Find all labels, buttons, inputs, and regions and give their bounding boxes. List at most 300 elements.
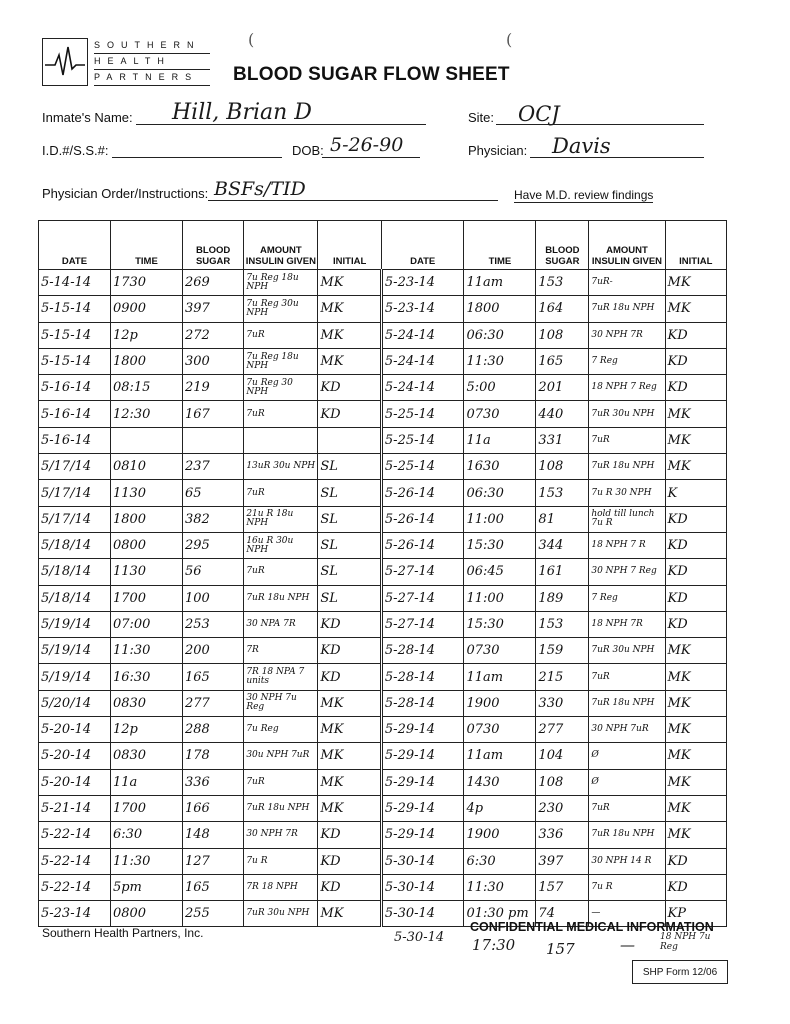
cell-initial-2: MK <box>665 822 726 848</box>
cell-initial-2: KD <box>665 322 726 348</box>
cell-initial: MK <box>318 795 382 821</box>
id-line <box>112 157 282 158</box>
confidential-label: CONFIDENTIAL MEDICAL INFORMATION <box>470 920 714 934</box>
cell-blood-sugar-2: 230 <box>536 795 589 821</box>
cell-date-2: 5-24-14 <box>381 322 464 348</box>
cell-date: 5-14-14 <box>39 270 111 296</box>
cell-date: 5-16-14 <box>39 427 111 453</box>
scan-mark: ( <box>248 30 255 49</box>
order-label: Physician Order/Instructions: <box>42 186 209 201</box>
cell-date: 5/19/14 <box>39 638 111 664</box>
cell-time: 12:30 <box>110 401 182 427</box>
table-row <box>39 874 727 900</box>
cell-insulin-2: 7uR 18u NPH <box>589 690 665 716</box>
cell-blood-sugar: 165 <box>182 874 243 900</box>
inmate-name-value: Hill, Brian D <box>172 100 312 125</box>
cell-insulin-2: 18 NPH 7 Reg <box>589 375 665 401</box>
table-body <box>39 270 727 927</box>
extra-entry-dash: — <box>620 936 635 954</box>
cell-date: 5-23-14 <box>39 901 111 927</box>
cell-time-2: 15:30 <box>464 611 536 637</box>
cell-insulin <box>244 427 318 453</box>
table-header-row <box>39 221 727 270</box>
cell-initial: MK <box>318 717 382 743</box>
cell-time-2: 11am <box>464 743 536 769</box>
cell-insulin: 7uR <box>244 559 318 585</box>
cell-date-2: 5-24-14 <box>381 375 464 401</box>
cell-time-2: 5:00 <box>464 375 536 401</box>
col-header-blood-sugar-2: BLOOD SUGAR <box>536 221 589 270</box>
cell-date: 5/18/14 <box>39 585 111 611</box>
cell-blood-sugar-2: 344 <box>536 532 589 558</box>
table-row <box>39 638 727 664</box>
cell-date: 5-20-14 <box>39 717 111 743</box>
footer-company: Southern Health Partners, Inc. <box>42 926 204 940</box>
cell-date-2: 5-24-14 <box>381 348 464 374</box>
cell-initial-2: KP <box>665 901 726 927</box>
col-header-date: DATE <box>39 221 111 270</box>
cell-time-2: 1800 <box>464 296 536 322</box>
table-row <box>39 401 727 427</box>
col-header-time: TIME <box>110 221 182 270</box>
blood-sugar-table <box>38 220 727 927</box>
cell-blood-sugar: 253 <box>182 611 243 637</box>
table-row <box>39 480 727 506</box>
cell-blood-sugar: 237 <box>182 454 243 480</box>
order-line <box>208 200 498 201</box>
cell-date: 5/20/14 <box>39 690 111 716</box>
cell-insulin: 7u Reg <box>244 717 318 743</box>
cell-time: 07:00 <box>110 611 182 637</box>
physician-value: Davis <box>552 134 611 158</box>
cell-initial: SL <box>318 454 382 480</box>
cell-date-2: 5-30-14 <box>381 874 464 900</box>
cell-insulin: 7u Reg 18u NPH <box>244 270 318 296</box>
cell-initial-2: MK <box>665 690 726 716</box>
cell-blood-sugar <box>182 427 243 453</box>
cell-time: 16:30 <box>110 664 182 690</box>
cell-date: 5-16-14 <box>39 401 111 427</box>
cell-date-2: 5-28-14 <box>381 690 464 716</box>
cell-insulin: 30u NPH 7uR <box>244 743 318 769</box>
cell-initial: MK <box>318 901 382 927</box>
cell-initial: MK <box>318 322 382 348</box>
cell-time: 0830 <box>110 690 182 716</box>
cell-date: 5/17/14 <box>39 506 111 532</box>
cell-initial-2: KD <box>665 348 726 374</box>
cell-date-2: 5-25-14 <box>381 401 464 427</box>
scan-mark: ( <box>506 30 513 49</box>
col-header-time-2: TIME <box>464 221 536 270</box>
extra-entry-date: 5-30-14 <box>394 930 445 945</box>
cell-initial: KD <box>318 874 382 900</box>
cell-insulin: 7uR 18u NPH <box>244 795 318 821</box>
cell-date-2: 5-30-14 <box>381 901 464 927</box>
site-label: Site: <box>468 110 495 125</box>
cell-initial-2: MK <box>665 270 726 296</box>
cell-initial-2: KD <box>665 611 726 637</box>
cell-insulin: 30 NPH 7u Reg <box>244 690 318 716</box>
cell-blood-sugar: 300 <box>182 348 243 374</box>
cell-time: 5pm <box>110 874 182 900</box>
cell-insulin: 7uR 30u NPH <box>244 901 318 927</box>
cell-blood-sugar-2: 331 <box>536 427 589 453</box>
cell-insulin-2: 7uR 18u NPH <box>589 296 665 322</box>
cell-blood-sugar-2: 108 <box>536 454 589 480</box>
cell-blood-sugar-2: 81 <box>536 506 589 532</box>
table-row <box>39 717 727 743</box>
cell-initial-2: MK <box>665 427 726 453</box>
cell-blood-sugar-2: 330 <box>536 690 589 716</box>
cell-insulin: 7uR <box>244 322 318 348</box>
cell-blood-sugar: 336 <box>182 769 243 795</box>
company-logo <box>42 38 210 86</box>
cell-insulin-2: Ø <box>589 743 665 769</box>
table-row <box>39 532 727 558</box>
dob-line <box>322 157 420 158</box>
cell-date: 5-20-14 <box>39 743 111 769</box>
cell-initial-2: MK <box>665 664 726 690</box>
cell-insulin: 30 NPA 7R <box>244 611 318 637</box>
cell-insulin-2: hold till lunch 7u R <box>589 506 665 532</box>
cell-date-2: 5-29-14 <box>381 822 464 848</box>
cell-insulin-2: 7uR 30u NPH <box>589 401 665 427</box>
cell-blood-sugar-2: 161 <box>536 559 589 585</box>
cell-insulin-2: 7uR 18u NPH <box>589 822 665 848</box>
cell-blood-sugar: 65 <box>182 480 243 506</box>
cell-initial-2: KD <box>665 375 726 401</box>
cell-initial-2: KD <box>665 585 726 611</box>
cell-blood-sugar-2: 189 <box>536 585 589 611</box>
cell-insulin: 7uR <box>244 769 318 795</box>
cell-time-2: 11:00 <box>464 506 536 532</box>
cell-insulin: 7R <box>244 638 318 664</box>
cell-time: 1800 <box>110 348 182 374</box>
logo-line-2: HEALTH <box>94 54 210 70</box>
cell-initial: SL <box>318 559 382 585</box>
page-title: BLOOD SUGAR FLOW SHEET <box>233 64 510 85</box>
cell-initial: KD <box>318 664 382 690</box>
cell-insulin: 7uR <box>244 401 318 427</box>
cell-blood-sugar: 100 <box>182 585 243 611</box>
cell-initial-2: MK <box>665 743 726 769</box>
cell-blood-sugar: 269 <box>182 270 243 296</box>
cell-blood-sugar: 382 <box>182 506 243 532</box>
cell-initial-2: MK <box>665 454 726 480</box>
cell-date: 5/19/14 <box>39 611 111 637</box>
cell-initial-2: KD <box>665 506 726 532</box>
cell-initial-2: MK <box>665 795 726 821</box>
cell-date-2: 5-27-14 <box>381 559 464 585</box>
cell-blood-sugar: 200 <box>182 638 243 664</box>
dob-value: 5-26-90 <box>330 134 404 156</box>
cell-insulin-2: 30 NPH 7 Reg <box>589 559 665 585</box>
cell-insulin-2: 18 NPH 7 R <box>589 532 665 558</box>
cell-date-2: 5-23-14 <box>381 270 464 296</box>
table-row <box>39 822 727 848</box>
cell-date-2: 5-29-14 <box>381 795 464 821</box>
cell-date: 5/17/14 <box>39 454 111 480</box>
cell-time-2: 11:30 <box>464 348 536 374</box>
cell-initial-2: MK <box>665 638 726 664</box>
table-row <box>39 454 727 480</box>
cell-insulin: 7R 18 NPA 7 units <box>244 664 318 690</box>
cell-blood-sugar-2: 336 <box>536 822 589 848</box>
logo-line-1: SOUTHERN <box>94 38 210 54</box>
cell-date-2: 5-25-14 <box>381 454 464 480</box>
cell-time-2: 0730 <box>464 717 536 743</box>
cell-initial: SL <box>318 506 382 532</box>
cell-time-2: 11am <box>464 270 536 296</box>
cell-insulin: 13uR 30u NPH <box>244 454 318 480</box>
cell-blood-sugar: 127 <box>182 848 243 874</box>
cell-time: 11:30 <box>110 638 182 664</box>
cell-time: 12p <box>110 717 182 743</box>
cell-initial: MK <box>318 296 382 322</box>
cell-blood-sugar-2: 164 <box>536 296 589 322</box>
cell-time: 0800 <box>110 532 182 558</box>
cell-time-2: 1430 <box>464 769 536 795</box>
cell-time-2: 06:30 <box>464 480 536 506</box>
cell-insulin: 16u R 30u NPH <box>244 532 318 558</box>
cell-blood-sugar-2: 157 <box>536 874 589 900</box>
cell-date: 5-22-14 <box>39 874 111 900</box>
cell-date-2: 5-26-14 <box>381 532 464 558</box>
order-value: BSFs/TID <box>214 178 306 200</box>
inmate-name-label: Inmate's Name: <box>42 110 133 125</box>
cell-blood-sugar-2: 165 <box>536 348 589 374</box>
cell-time: 1700 <box>110 585 182 611</box>
extra-entry-blood-sugar: 157 <box>546 940 575 958</box>
cell-insulin-2: 30 NPH 7uR <box>589 717 665 743</box>
cell-blood-sugar: 255 <box>182 901 243 927</box>
cell-date: 5/17/14 <box>39 480 111 506</box>
cell-date: 5-21-14 <box>39 795 111 821</box>
cell-time: 0800 <box>110 901 182 927</box>
cell-time-2: 06:30 <box>464 322 536 348</box>
cell-blood-sugar-2: 277 <box>536 717 589 743</box>
cell-initial: SL <box>318 585 382 611</box>
cell-initial-2: MK <box>665 717 726 743</box>
cell-initial: KD <box>318 638 382 664</box>
cell-blood-sugar-2: 201 <box>536 375 589 401</box>
cell-initial: MK <box>318 270 382 296</box>
cell-blood-sugar-2: 74 <box>536 901 589 927</box>
cell-initial: MK <box>318 348 382 374</box>
cell-blood-sugar-2: 397 <box>536 848 589 874</box>
cell-insulin-2: Ø <box>589 769 665 795</box>
cell-initial <box>318 427 382 453</box>
cell-initial-2: MK <box>665 401 726 427</box>
cell-time: 1730 <box>110 270 182 296</box>
cell-time: 1700 <box>110 795 182 821</box>
cell-blood-sugar-2: 159 <box>536 638 589 664</box>
cell-insulin: 30 NPH 7R <box>244 822 318 848</box>
table-row <box>39 664 727 690</box>
table-row <box>39 506 727 532</box>
cell-initial: SL <box>318 532 382 558</box>
table-row <box>39 559 727 585</box>
table-row <box>39 743 727 769</box>
cell-time-2: 1630 <box>464 454 536 480</box>
cell-insulin: 7u Reg 18u NPH <box>244 348 318 374</box>
cell-time-2: 1900 <box>464 690 536 716</box>
cell-insulin-2: 7 Reg <box>589 348 665 374</box>
cell-time: 12p <box>110 322 182 348</box>
cell-initial: KD <box>318 822 382 848</box>
table-row <box>39 270 727 296</box>
cell-date-2: 5-28-14 <box>381 638 464 664</box>
table-row <box>39 296 727 322</box>
cell-blood-sugar: 148 <box>182 822 243 848</box>
cell-date: 5-16-14 <box>39 375 111 401</box>
cell-date: 5/19/14 <box>39 664 111 690</box>
cell-time: 1800 <box>110 506 182 532</box>
cell-date: 5/18/14 <box>39 559 111 585</box>
cell-time: 6:30 <box>110 822 182 848</box>
cell-date: 5-20-14 <box>39 769 111 795</box>
cell-initial-2: KD <box>665 532 726 558</box>
heartbeat-icon <box>42 38 88 86</box>
cell-time-2: 01:30 pm <box>464 901 536 927</box>
table-row <box>39 585 727 611</box>
cell-date-2: 5-29-14 <box>381 769 464 795</box>
cell-time-2: 06:45 <box>464 559 536 585</box>
cell-insulin-2: 7uR 30u NPH <box>589 638 665 664</box>
cell-date-2: 5-27-14 <box>381 611 464 637</box>
table-row <box>39 348 727 374</box>
table-row <box>39 769 727 795</box>
cell-time-2: 0730 <box>464 638 536 664</box>
col-header-initial: INITIAL <box>318 221 382 270</box>
cell-insulin: 7uR <box>244 480 318 506</box>
cell-blood-sugar: 277 <box>182 690 243 716</box>
review-note: Have M.D. review findings <box>514 188 654 202</box>
cell-initial: KD <box>318 611 382 637</box>
cell-time-2: 0730 <box>464 401 536 427</box>
cell-date: 5-15-14 <box>39 348 111 374</box>
cell-date-2: 5-29-14 <box>381 717 464 743</box>
table-row <box>39 427 727 453</box>
cell-time: 11:30 <box>110 848 182 874</box>
col-header-insulin: AMOUNT INSULIN GIVEN <box>244 221 318 270</box>
cell-insulin: 7uR 18u NPH <box>244 585 318 611</box>
id-label: I.D.#/S.S.#: <box>42 143 109 158</box>
cell-blood-sugar: 295 <box>182 532 243 558</box>
table-row <box>39 848 727 874</box>
cell-insulin-2: — <box>589 901 665 927</box>
logo-line-3: PARTNERS <box>94 70 210 86</box>
cell-blood-sugar: 165 <box>182 664 243 690</box>
cell-time-2: 4p <box>464 795 536 821</box>
cell-insulin-2: 7uR <box>589 795 665 821</box>
col-header-blood-sugar: BLOOD SUGAR <box>182 221 243 270</box>
cell-insulin: 7u Reg 30u NPH <box>244 296 318 322</box>
cell-insulin: 7R 18 NPH <box>244 874 318 900</box>
cell-initial-2: K <box>665 480 726 506</box>
col-header-initial-2: INITIAL <box>665 221 726 270</box>
cell-insulin-2: 7u R <box>589 874 665 900</box>
cell-blood-sugar: 56 <box>182 559 243 585</box>
cell-blood-sugar-2: 440 <box>536 401 589 427</box>
cell-blood-sugar: 178 <box>182 743 243 769</box>
cell-time-2: 11a <box>464 427 536 453</box>
table-row <box>39 322 727 348</box>
cell-insulin-2: 30 NPH 14 R <box>589 848 665 874</box>
cell-insulin-2: 7uR- <box>589 270 665 296</box>
form-number: SHP Form 12/06 <box>632 960 728 984</box>
cell-insulin-2: 7 Reg <box>589 585 665 611</box>
cell-date-2: 5-23-14 <box>381 296 464 322</box>
cell-date: 5-15-14 <box>39 322 111 348</box>
cell-initial: KD <box>318 848 382 874</box>
cell-initial-2: KD <box>665 874 726 900</box>
table-row <box>39 795 727 821</box>
cell-blood-sugar-2: 104 <box>536 743 589 769</box>
cell-time <box>110 427 182 453</box>
cell-blood-sugar-2: 153 <box>536 270 589 296</box>
cell-date: 5-15-14 <box>39 296 111 322</box>
cell-blood-sugar: 397 <box>182 296 243 322</box>
cell-time-2: 11:30 <box>464 874 536 900</box>
cell-date-2: 5-25-14 <box>381 427 464 453</box>
cell-initial-2: KD <box>665 559 726 585</box>
cell-blood-sugar-2: 153 <box>536 611 589 637</box>
cell-time: 0900 <box>110 296 182 322</box>
cell-date-2: 5-26-14 <box>381 506 464 532</box>
cell-date-2: 5-29-14 <box>381 743 464 769</box>
cell-time-2: 1900 <box>464 822 536 848</box>
cell-blood-sugar-2: 153 <box>536 480 589 506</box>
table-row <box>39 611 727 637</box>
cell-blood-sugar: 288 <box>182 717 243 743</box>
cell-date: 5-22-14 <box>39 848 111 874</box>
cell-initial-2: MK <box>665 769 726 795</box>
cell-insulin-2: 7uR 18u NPH <box>589 454 665 480</box>
cell-blood-sugar-2: 108 <box>536 322 589 348</box>
extra-entry-insulin: 18 NPH 7u Reg <box>660 932 711 952</box>
table-row <box>39 690 727 716</box>
cell-time: 1130 <box>110 480 182 506</box>
cell-insulin-2: 7uR <box>589 664 665 690</box>
cell-time-2: 11am <box>464 664 536 690</box>
physician-label: Physician: <box>468 143 528 158</box>
cell-time: 0830 <box>110 743 182 769</box>
cell-time: 1130 <box>110 559 182 585</box>
cell-date: 5-22-14 <box>39 822 111 848</box>
cell-blood-sugar: 167 <box>182 401 243 427</box>
cell-date: 5/18/14 <box>39 532 111 558</box>
cell-initial: KD <box>318 401 382 427</box>
cell-initial-2: KD <box>665 848 726 874</box>
cell-time-2: 6:30 <box>464 848 536 874</box>
cell-time-2: 11:00 <box>464 585 536 611</box>
cell-blood-sugar: 272 <box>182 322 243 348</box>
col-header-insulin-2: AMOUNT INSULIN GIVEN <box>589 221 665 270</box>
cell-date-2: 5-27-14 <box>381 585 464 611</box>
cell-insulin-2: 7uR <box>589 427 665 453</box>
cell-time: 0810 <box>110 454 182 480</box>
cell-initial: MK <box>318 743 382 769</box>
cell-initial: MK <box>318 690 382 716</box>
cell-time-2: 15:30 <box>464 532 536 558</box>
table-row <box>39 375 727 401</box>
cell-blood-sugar-2: 215 <box>536 664 589 690</box>
cell-insulin-2: 30 NPH 7R <box>589 322 665 348</box>
cell-insulin: 21u R 18u NPH <box>244 506 318 532</box>
cell-insulin: 7u R <box>244 848 318 874</box>
cell-blood-sugar-2: 108 <box>536 769 589 795</box>
